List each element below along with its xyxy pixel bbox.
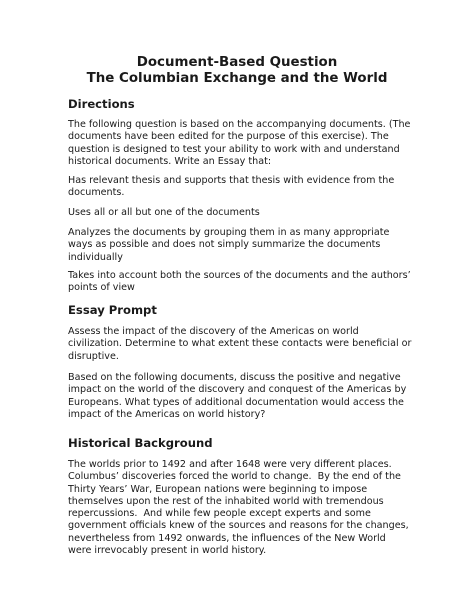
directions-heading: Directions: [68, 97, 135, 111]
directions-intro: The following question is based on the accompanying documents. (The documents have been edited for the purpose of this exercise). The question is designed to test your ability to work with and understand historical documents. Write an Essay that:: [68, 119, 411, 167]
essay-prompt-heading: Essay Prompt: [68, 303, 157, 317]
historical-background-paragraph: The worlds prior to 1492 and after 1648 were very different places. Columbus’ discoveries forced the world to change. By the end of the Thirty Years’ War, European nations were beginning to impose themselves upon the rest of the inhabited world with tremendous repercussions. And while few people except experts and some government officials knew of the sources and reasons for the changes, nevertheless from 1492 onwards, the influences of the New World were irrevocably present in world history.: [68, 459, 409, 557]
document-subtitle: The Columbian Exchange and the World: [86, 71, 388, 86]
directions-criterion-grouping: Analyzes the documents by grouping them in as many appropriate ways as possible and does not simply summarize the documents individually: [68, 227, 390, 263]
directions-criterion-sources: Takes into account both the sources of the documents and the authors’ points of view: [68, 270, 411, 294]
essay-prompt-paragraph-2: Based on the following documents, discuss the positive and negative impact on the world of the discovery and conquest of the Americas by Europeans. What types of additional documentation would access the impact of the Americas on world history?: [68, 372, 407, 420]
essay-prompt-paragraph-1: Assess the impact of the discovery of the Americas on world civilization. Determine to what extent these contacts were beneficial or disruptive.: [68, 326, 412, 362]
historical-background-heading: Historical Background: [68, 436, 213, 450]
directions-criterion-thesis: Has relevant thesis and supports that thesis with evidence from the documents.: [68, 175, 395, 199]
document-title: Document-Based Question: [136, 55, 338, 70]
directions-criterion-documents: Uses all or all but one of the documents: [68, 207, 260, 218]
